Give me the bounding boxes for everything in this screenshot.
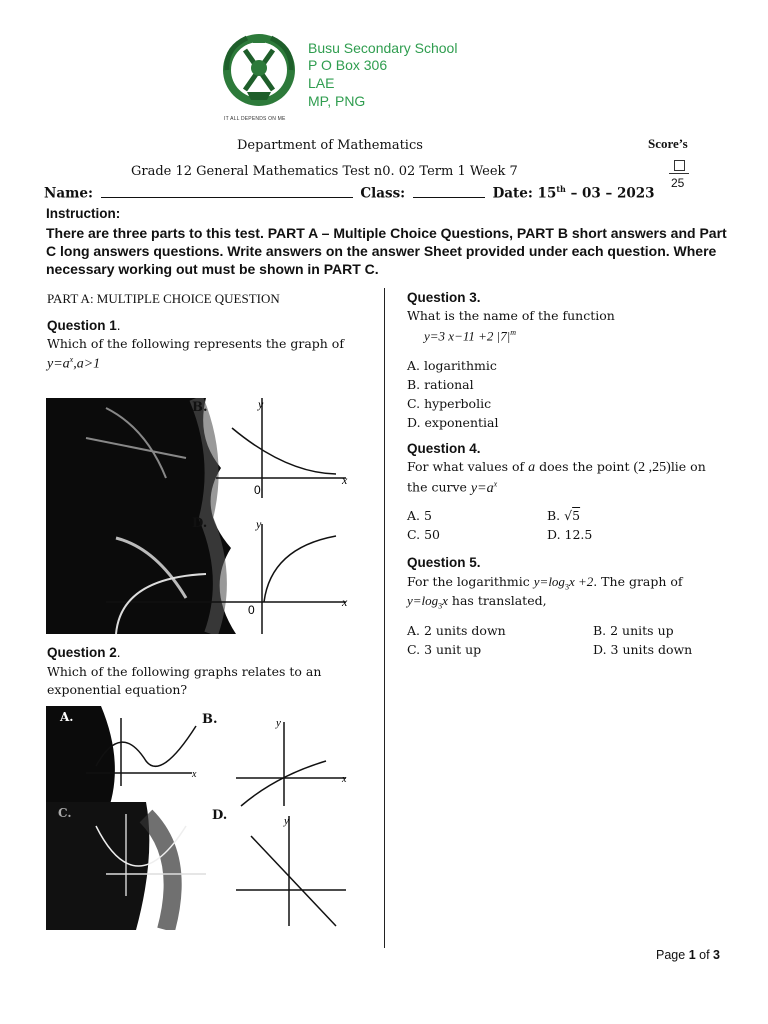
q4-option-b[interactable]: B. √5 (547, 508, 581, 523)
school-name: Busu Secondary School (308, 40, 458, 56)
q3-option-d[interactable]: D. exponential (407, 415, 499, 430)
svg-text:y: y (276, 717, 281, 729)
column-divider (384, 288, 385, 948)
svg-text:0: 0 (248, 603, 255, 617)
q5-label: Question 5. (407, 555, 481, 570)
score-denominator: 25 (671, 176, 685, 190)
school-logo (217, 30, 301, 118)
page-number: 1 (688, 948, 696, 962)
name-label: Name: (44, 185, 93, 202)
svg-text:0: 0 (254, 483, 261, 497)
page-label: Page (656, 948, 686, 962)
of-label: of (699, 948, 710, 962)
q4-text-line2-text: the curve (407, 479, 467, 495)
school-country: MP, PNG (308, 93, 366, 109)
svg-text:y: y (258, 398, 264, 411)
q1-graphs-image (46, 398, 356, 634)
q5-text-before: For the logarithmic (407, 574, 530, 589)
instruction-label: Instruction: (46, 206, 121, 221)
q2-fig-label-c: C. (58, 806, 72, 820)
q5-option-d[interactable]: D. 3 units down (593, 642, 693, 657)
q4-text-before: For what values of (407, 459, 525, 474)
department-title: Department of Mathematics (237, 138, 423, 153)
q2-label-text: Question 2 (47, 645, 117, 660)
q4-text-line2: the curve $y=a^x$ (407, 479, 498, 496)
q4-option-a[interactable]: A. 5 (407, 508, 432, 523)
date-label: Date: (492, 185, 533, 202)
svg-text:x: x (342, 473, 348, 487)
q3-equation: y=3 x−11 +2 $|7|^m$ (424, 328, 517, 344)
name-class-date-row (44, 184, 724, 206)
page-footer (656, 948, 720, 962)
svg-text:y: y (114, 713, 119, 725)
q1-equation: $y=a^x,a>1$ (47, 355, 101, 372)
q3-option-b[interactable]: B. rational (407, 377, 474, 392)
test-title: Grade 12 General Mathematics Test n0. 02 Term 1 Week 7 (131, 164, 518, 179)
scores-label: Score’s (648, 136, 688, 151)
q2-graphs-image (46, 706, 356, 930)
page-total: 3 (713, 948, 720, 962)
q5-text-after: . The graph of (593, 574, 683, 589)
svg-text:y: y (284, 815, 289, 827)
q2-fig-label-b: B. (202, 712, 218, 727)
q2-text: Which of the following graphs relates to an exponential equation? (47, 664, 322, 697)
q5-option-c[interactable]: C. 3 unit up (407, 642, 482, 657)
date-rest: – 03 – 2023 (570, 185, 655, 202)
school-box: P O Box 306 (308, 57, 388, 73)
q3-option-a[interactable]: A. logarithmic (407, 358, 497, 373)
q3-text: What is the name of the function (407, 308, 615, 323)
date-suffix: th (556, 184, 566, 194)
q4-text-mid: does the point (539, 459, 630, 474)
instruction-text: There are three parts to this test. PART A – Multiple Choice Questions, PART B short answers and Part C long answers questions. Write answers on the answer Sheet provided under each question. Where necessary working out must be shown in PART C. (46, 225, 727, 277)
q2-label: Question 2. (47, 645, 121, 660)
score-fraction-line (669, 173, 689, 174)
name-field[interactable] (101, 185, 353, 198)
score-checkbox[interactable] (674, 160, 685, 171)
q5-text-line2: $y=\log_3x$ has translated, (407, 593, 547, 611)
q2-fig-label-d: D. (212, 808, 228, 823)
q4-option-c[interactable]: C. 50 (407, 527, 440, 542)
q5-option-a[interactable]: A. 2 units down (407, 623, 506, 638)
q2-fig-label-a: A. (60, 710, 74, 724)
q3-label: Question 3. (407, 290, 481, 305)
svg-text:x: x (192, 769, 197, 780)
svg-text:x: x (342, 595, 348, 609)
part-a-heading: PART A: MULTIPLE CHOICE QUESTION (47, 291, 280, 306)
q1-fig-label-d: D. (192, 516, 208, 531)
q5-text-line2-text: has translated, (451, 593, 547, 608)
q1-fig-label-b: B. (192, 400, 208, 415)
q1-text: Which of the following represents the graph of (47, 336, 344, 351)
q1-label: Question 1. (47, 318, 121, 333)
q4-text-line1: For what values of a does the point (2 ,25)lie on (407, 459, 706, 475)
date-day: 15 (537, 185, 557, 202)
q5-option-b[interactable]: B. 2 units up (593, 623, 674, 638)
q1-label-text: Question 1 (47, 318, 117, 333)
q4-option-d[interactable]: D. 12.5 (547, 527, 593, 542)
svg-text:x: x (342, 774, 347, 785)
class-label: Class: (360, 185, 406, 202)
q5-text-line1: For the logarithmic $y=\log_3x +2$. The graph of (407, 574, 683, 592)
q4-text-after: lie on (670, 459, 706, 474)
school-motto: IT ALL DEPENDS ON ME (224, 116, 286, 122)
class-field[interactable] (413, 185, 485, 198)
school-city: LAE (308, 75, 335, 91)
q3-option-c[interactable]: C. hyperbolic (407, 396, 492, 411)
svg-text:y: y (256, 517, 262, 531)
q4-label: Question 4. (407, 441, 481, 456)
q4-option-b-label: B. (547, 508, 561, 523)
q3-options (407, 356, 498, 432)
